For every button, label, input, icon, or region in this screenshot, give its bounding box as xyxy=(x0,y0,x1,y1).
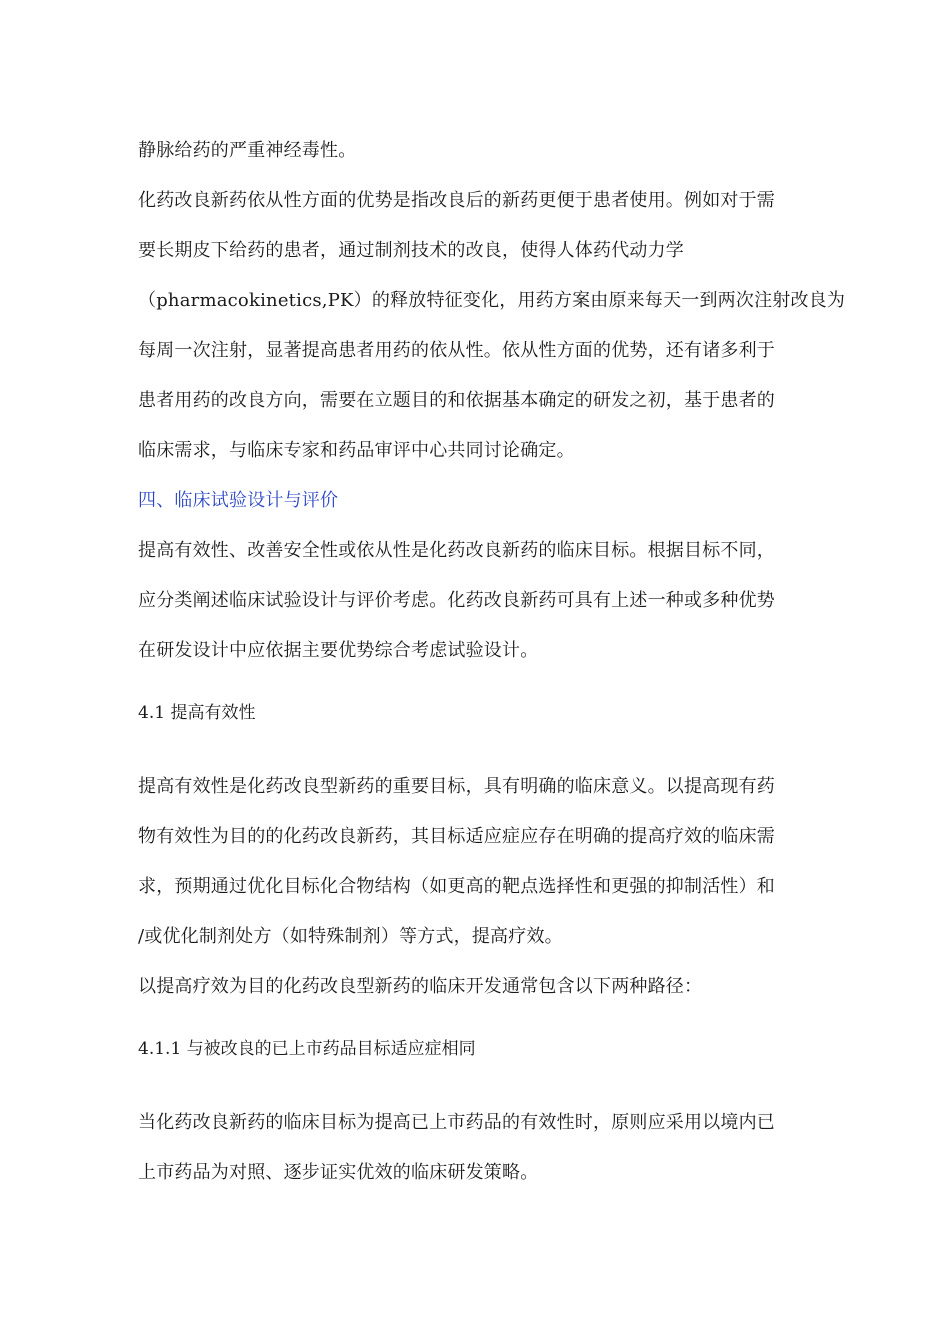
text-line: 提高有效性是化药改良型新药的重要目标，具有明确的临床意义。以提高现有药 xyxy=(138,776,775,797)
text-line: 应分类阐述临床试验设计与评价考虑。化药改良新药可具有上述一种或多种优势 xyxy=(138,590,775,611)
text-line: 每周一次注射，显著提高患者用药的依从性。依从性方面的优势，还有诸多利于 xyxy=(138,340,775,361)
text-line: 静脉给药的严重神经毒性。 xyxy=(138,140,357,161)
text-line: 当化药改良新药的临床目标为提高已上市药品的有效性时，原则应采用以境内已 xyxy=(138,1112,775,1133)
heading-text: 4.1 提高有效性 xyxy=(138,703,256,723)
text-line: 化药改良新药依从性方面的优势是指改良后的新药更便于患者使用。例如对于需 xyxy=(138,190,775,211)
text-line: 物有效性为目的的化药改良新药，其目标适应症应存在明确的提高疗效的临床需 xyxy=(138,826,775,847)
paragraph-3 xyxy=(138,526,818,676)
paragraph-2 xyxy=(138,176,846,476)
paragraph-1 xyxy=(138,126,818,176)
subsection-heading-4-1-1 xyxy=(138,1024,818,1074)
text-line: 求，预期通过优化目标化合物结构（如更高的靶点选择性和更强的抑制活性）和 xyxy=(138,876,775,897)
text-line: 提高有效性、改善安全性或依从性是化药改良新药的临床目标。根据目标不同， xyxy=(138,540,775,561)
text-line: 临床需求，与临床专家和药品审评中心共同讨论确定。 xyxy=(138,440,575,461)
text-line: 以提高疗效为目的化药改良型新药的临床开发通常包含以下两种路径： xyxy=(138,976,703,997)
document-page xyxy=(138,126,846,1198)
text-line: 要长期皮下给药的患者，通过制剂技术的改良，使得人体药代动力学 xyxy=(138,240,684,261)
text-line: 患者用药的改良方向，需要在立题目的和依据基本确定的研发之初，基于患者的 xyxy=(138,390,775,411)
paragraph-6 xyxy=(138,1098,818,1198)
paragraph-5 xyxy=(138,962,818,1012)
heading-text: 四、临床试验设计与评价 xyxy=(138,490,339,511)
text-line: /或优化制剂处方（如特殊制剂）等方式，提高疗效。 xyxy=(138,926,563,947)
paragraph-4 xyxy=(138,762,818,962)
text-line: （pharmacokinetics,PK）的释放特征变化，用药方案由原来每天一到两次注射改良为 xyxy=(138,290,846,311)
text-line: 在研发设计中应依据主要优势综合考虑试验设计。 xyxy=(138,640,539,661)
heading-text: 4.1.1 与被改良的已上市药品目标适应症相同 xyxy=(138,1039,476,1059)
subsection-heading-4-1 xyxy=(138,688,818,738)
text-line: 上市药品为对照、逐步证实优效的临床研发策略。 xyxy=(138,1162,539,1183)
section-heading-4 xyxy=(138,476,818,526)
